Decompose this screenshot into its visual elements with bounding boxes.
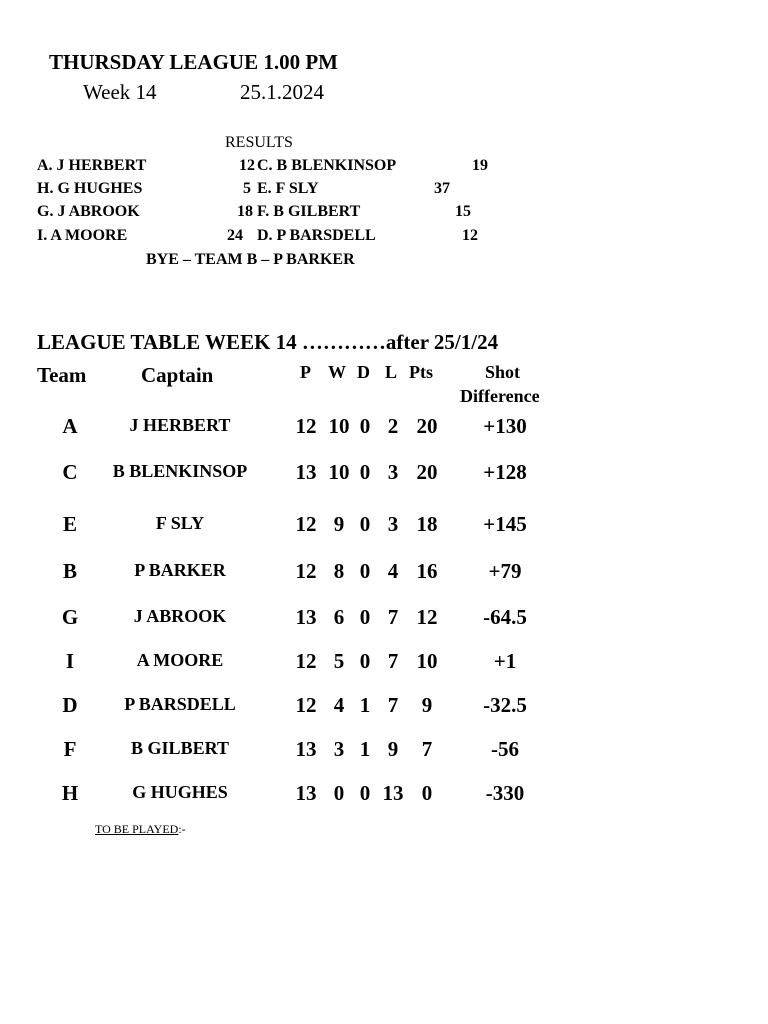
result-home-score: 24 xyxy=(227,227,243,244)
played-cell: 12 xyxy=(295,512,317,536)
played-cell: 12 xyxy=(295,414,317,438)
result-away-team: D. P BARSDELL xyxy=(257,227,376,244)
drawn-cell: 0 xyxy=(359,781,371,805)
won-cell: 4 xyxy=(333,693,345,717)
won-cell: 9 xyxy=(333,512,345,536)
points-cell: 0 xyxy=(421,781,433,805)
played-cell: 12 xyxy=(295,649,317,673)
header-captain: Captain xyxy=(141,363,214,387)
won-cell: 10 xyxy=(328,414,350,438)
header-difference: Difference xyxy=(460,386,540,406)
points-cell: 16 xyxy=(416,559,438,583)
played-cell: 13 xyxy=(295,605,317,629)
shot-difference-cell: +128 xyxy=(483,460,527,484)
points-cell: 10 xyxy=(416,649,438,673)
drawn-cell: 0 xyxy=(359,559,371,583)
shot-difference-cell: +145 xyxy=(483,512,527,536)
shot-difference-cell: -32.5 xyxy=(483,693,527,717)
header-drawn: D xyxy=(357,362,370,382)
played-cell: 13 xyxy=(295,737,317,761)
result-home-score: 18 xyxy=(237,203,253,220)
header-team: Team xyxy=(37,363,87,387)
team-cell: D xyxy=(62,693,78,717)
lost-cell: 13 xyxy=(382,781,404,805)
captain-cell: J ABROOK xyxy=(133,606,227,626)
points-cell: 20 xyxy=(416,460,438,484)
lost-cell: 3 xyxy=(387,512,399,536)
result-home-team: H. G HUGHES xyxy=(37,180,143,197)
league-table-title: LEAGUE TABLE WEEK 14 …………after 25/1/24 xyxy=(37,330,499,354)
captain-cell: J HERBERT xyxy=(129,415,231,435)
result-away-team: E. F SLY xyxy=(257,180,319,197)
drawn-cell: 1 xyxy=(359,737,371,761)
page-title: THURSDAY LEAGUE 1.00 PM xyxy=(49,50,338,74)
result-away-team: F. B GILBERT xyxy=(257,203,361,220)
result-home-team: I. A MOORE xyxy=(37,227,128,244)
results-heading: RESULTS xyxy=(225,134,293,151)
points-cell: 9 xyxy=(421,693,433,717)
shot-difference-cell: +130 xyxy=(483,414,527,438)
shot-difference-cell: +79 xyxy=(488,559,522,583)
points-cell: 7 xyxy=(421,737,433,761)
team-cell: E xyxy=(62,512,77,536)
won-cell: 8 xyxy=(333,559,345,583)
header-won: W xyxy=(328,362,346,382)
result-away-score: 12 xyxy=(462,227,478,244)
won-cell: 10 xyxy=(328,460,350,484)
lost-cell: 3 xyxy=(387,460,399,484)
to-be-played-suffix: :- xyxy=(178,822,186,836)
week-date: 25.1.2024 xyxy=(240,80,324,104)
drawn-cell: 0 xyxy=(359,460,371,484)
to-be-played-label: TO BE PLAYED xyxy=(95,822,179,836)
shot-difference-cell: -330 xyxy=(485,781,525,805)
drawn-cell: 0 xyxy=(359,512,371,536)
shot-difference-cell: -56 xyxy=(491,737,519,761)
team-cell: I xyxy=(65,649,75,673)
won-cell: 5 xyxy=(333,649,345,673)
lost-cell: 9 xyxy=(387,737,399,761)
captain-cell: B GILBERT xyxy=(131,738,229,758)
captain-cell: F SLY xyxy=(155,513,205,533)
drawn-cell: 1 xyxy=(359,693,371,717)
drawn-cell: 0 xyxy=(359,649,371,673)
team-cell: A xyxy=(62,414,78,438)
captain-cell: P BARKER xyxy=(134,560,226,580)
header-played: P xyxy=(300,362,311,382)
lost-cell: 7 xyxy=(387,649,399,673)
captain-cell: G HUGHES xyxy=(132,782,228,802)
header-points: Pts xyxy=(409,362,433,382)
lost-cell: 7 xyxy=(387,605,399,629)
lost-cell: 7 xyxy=(387,693,399,717)
team-cell: G xyxy=(61,605,79,629)
captain-cell: P BARSDELL xyxy=(124,694,236,714)
points-cell: 20 xyxy=(416,414,438,438)
result-home-team: A. J HERBERT xyxy=(37,157,147,174)
team-cell: B xyxy=(62,559,77,583)
lost-cell: 2 xyxy=(387,414,399,438)
captain-cell: A MOORE xyxy=(136,650,224,670)
won-cell: 3 xyxy=(333,737,345,761)
played-cell: 12 xyxy=(295,559,317,583)
captain-cell: B BLENKINSOP xyxy=(112,461,248,481)
to-be-played-note xyxy=(95,822,186,837)
bye-note: BYE – TEAM B – P BARKER xyxy=(146,251,355,268)
points-cell: 12 xyxy=(416,605,438,629)
result-home-score: 5 xyxy=(243,180,251,197)
drawn-cell: 0 xyxy=(359,414,371,438)
drawn-cell: 0 xyxy=(359,605,371,629)
result-away-score: 19 xyxy=(472,157,488,174)
won-cell: 6 xyxy=(333,605,345,629)
result-home-team: G. J ABROOK xyxy=(37,203,140,220)
result-away-score: 37 xyxy=(434,180,450,197)
shot-difference-cell: +1 xyxy=(493,649,517,673)
points-cell: 18 xyxy=(416,512,438,536)
result-home-score: 12 xyxy=(239,157,255,174)
played-cell: 13 xyxy=(295,781,317,805)
shot-difference-cell: -64.5 xyxy=(483,605,527,629)
header-shot: Shot xyxy=(485,362,521,382)
played-cell: 13 xyxy=(295,460,317,484)
team-cell: F xyxy=(63,737,77,761)
result-away-team: C. B BLENKINSOP xyxy=(257,157,397,174)
team-cell: C xyxy=(62,460,78,484)
header-lost: L xyxy=(385,362,398,382)
result-away-score: 15 xyxy=(455,203,471,220)
won-cell: 0 xyxy=(333,781,345,805)
played-cell: 12 xyxy=(295,693,317,717)
week-label: Week 14 xyxy=(83,80,157,104)
lost-cell: 4 xyxy=(387,559,399,583)
team-cell: H xyxy=(61,781,79,805)
